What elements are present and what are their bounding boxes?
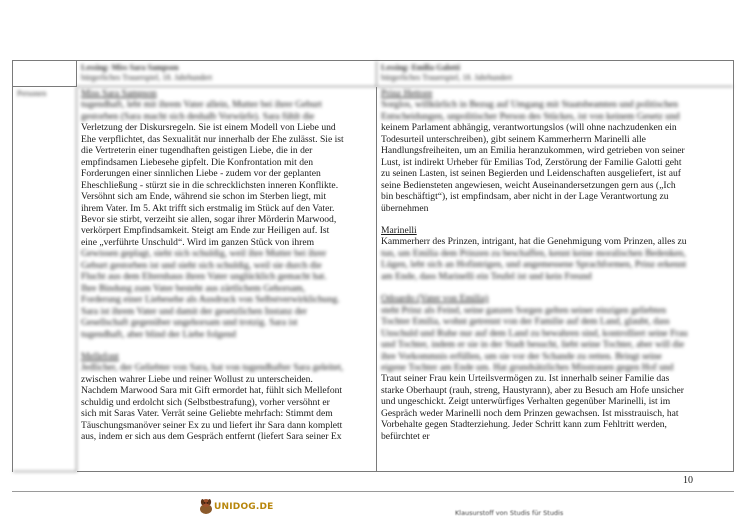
paragraph-line: Unschuld und Ruhe nur auf dem Land zu bewahren sind, kontrolliert seine Frau bbox=[381, 327, 688, 339]
row-label-text: Personen bbox=[17, 89, 47, 98]
dog-icon bbox=[198, 498, 214, 516]
paragraph-line: Lügen, lebt sich an Hofintrigen, und angemessene Sprachformen, Prinz erkennt bbox=[381, 259, 687, 271]
label-sara: Miss Sara Sampson bbox=[81, 88, 157, 99]
paragraph-line: Traut seiner Frau kein Urteilsvermögen zu. Ist innerhalb seiner Familie das bbox=[381, 373, 670, 385]
paragraph-line: Vorbehalte gegen Stadterziehung. Jeder Schritt kann zum Fehltritt werden, bbox=[381, 419, 667, 431]
paragraph-line: übernehmen bbox=[381, 202, 429, 214]
paragraph-line: und Tochter, indem er sie in der Stadt besucht, liebt seine Tochter, aber will die bbox=[381, 339, 685, 351]
paragraph-line: tugendhaft, aber blind der Liebe folgend bbox=[81, 328, 237, 340]
paragraph-line: Gespräch weder Marinelli noch dem Prinzen gewachsen. Ist misstrauisch, hat bbox=[381, 407, 679, 419]
paragraph-line: eigene Tochter am Ende um. Hat grundsätzliches Misstrauen gegen Hof und bbox=[381, 361, 674, 373]
paragraph-line: bin beschäftigt“), ist empfindsam, aber nicht in der Lage Verantwortung zu bbox=[381, 191, 669, 203]
paragraph-line: Täuschungsmanöver seiner Ex zu und liefert ihr Sara dann komplett bbox=[81, 419, 343, 431]
paragraph-line: keinem Parlament abhängig, verantwortungslos (will ohne nachzudenken ein bbox=[381, 122, 677, 134]
paragraph-line: schuldig und erdolcht sich (Selbstbestrafung), vorher versöhnt er bbox=[81, 396, 330, 408]
paragraph-line: die Vertreterin einer tugendhaften geistigen Liebe, die in der bbox=[81, 145, 313, 157]
paragraph-line: Todesurteil unterschreiben), gibt seinem Kammerherrn Marinelli alle bbox=[381, 133, 646, 145]
header-right-title: Lessing: Emilia Galotti bbox=[381, 63, 461, 72]
paragraph-line: aus, indem er sich aus dem Gespräch entfernt (liefert Sara seiner Ex bbox=[81, 431, 342, 443]
paragraph-line: gestorben (Sara macht sich deshalb Vorwürfe). Sara fühlt die bbox=[81, 110, 315, 122]
paragraph-line: Sara ist ihrem Vater und damit der gesetzlichen Instanz der bbox=[81, 305, 307, 317]
paragraph-line: Flucht aus dem Elternhaus ihren Vater unglücklich gemacht hat. bbox=[81, 271, 327, 283]
row-label bbox=[13, 87, 77, 472]
header-right bbox=[377, 61, 733, 87]
paragraph-line: empfindsamen Liebesehe gipfelt. Die Konfrontation mit den bbox=[81, 156, 314, 168]
header-empty-cell bbox=[13, 61, 77, 87]
paragraph-line: ihre Vorkommnis erfüllen, um sie vor der Schande zu retten. Bringt seine bbox=[381, 350, 662, 362]
paragraph-line: Forderung einer Liebesehe als Ausdruck von Selbstverwirklichung. bbox=[81, 294, 340, 306]
paragraph-line: starke Oberhaupt (rauh, streng, Haustyrann), aber zu Besuch am Hofe unsicher bbox=[381, 384, 684, 396]
paragraph-line: Geburt gestorben ist und sieht sich schuldig, weil sie durch die bbox=[81, 259, 322, 271]
label-marinelli: Marinelli bbox=[381, 224, 417, 236]
paragraph-line: Gewissen geplagt, sieht sich schuldig, weil ihre Mutter bei ihrer bbox=[81, 248, 327, 260]
paragraph-line: tugendhaft, lebt mit ihrem Vater allein, Mutter bei ihrer Geburt bbox=[81, 99, 322, 111]
paragraph-line: Versöhnt sich am Ende, während sie schon im Sterben liegt, mit bbox=[81, 191, 327, 203]
paragraph-line: Handlungsfreiheiten, um an Emilia heranzukommen, wird getrieben von seiner bbox=[381, 145, 685, 157]
paragraph-line: Ehe verpflichtet, das Sexualität nur innerhalb der Ehe zulässt. Sie ist bbox=[81, 133, 344, 145]
paragraph-line: Sorglos, willkürlich in Bezug auf Umgang mit Staatsbeamten und politischen bbox=[381, 99, 679, 111]
footer-credit: Klausurstoff von Studis für Studis bbox=[455, 509, 564, 517]
header-right-subtitle: bürgerliches Trauerspiel, 18. Jahrhundert bbox=[381, 73, 513, 82]
paragraph-line: eine „verführte Unschuld“. Wird im ganzen Stück von ihrem bbox=[81, 236, 315, 248]
paragraph-line: Forderungen einer sinnlichen Liebe - zudem vor der geplanten bbox=[81, 168, 321, 180]
left-column bbox=[77, 87, 377, 472]
paragraph-line: Ihre Bindung zum Vater besteht aus zärtlichem Gehorsam, bbox=[81, 282, 306, 294]
right-column bbox=[377, 87, 733, 472]
paragraph-line: verkörpert Empfindsamkeit. Steigt am Ende zur Heiligen auf. Ist bbox=[81, 225, 330, 237]
paragraph-line: Jedlicher, der Geliebter von Sara, hat von tugendhafter Sara geleitet, bbox=[81, 362, 344, 374]
paragraph-line: Entscheidungen, unpolitischer Person des Stückes, ist von keinem Gesetz und bbox=[381, 110, 680, 122]
comparison-table bbox=[12, 60, 734, 472]
paragraph-line: Lust, ist indirekt Urheber für Emilias Tod, Zerstörung der Familie Galotti geht bbox=[381, 156, 682, 168]
paragraph-line: seine Bediensteten angewiesen, weicht Auseinandersetzungen gern aus („Ich bbox=[381, 179, 676, 191]
paragraph-line: Gesellschaft gegenüber ungehorsam und trotzig. Sara ist bbox=[81, 317, 298, 329]
paragraph-line: und ungeschickt. Zeigt unterwürfiges Verhalten gegenüber Marinelli, ist im bbox=[381, 396, 671, 408]
paragraph-line: tun, um Emilia dem Prinzen zu beschaffen, kennt keine moralischen Bedenken, bbox=[381, 247, 686, 259]
paragraph-line: Bevor sie stirbt, verzeiht sie allen, sogar ihrer Mörderin Marwood, bbox=[81, 213, 337, 225]
paragraph-line: Nachdem Marwood Sara mit Gift ermordet hat, fühlt sich Mellefont bbox=[81, 385, 343, 397]
page-number: 10 bbox=[683, 475, 693, 486]
paragraph-line: steht Prinz als Feind, seine ganzen Sorgen gelten seiner einzigen geliebten bbox=[381, 304, 667, 316]
logo-text: UNIDOG.DE bbox=[214, 502, 274, 512]
paragraph-line: ihrem Vater. Im 5. Akt trifft sich erstmalig im Stück auf den Vater. bbox=[81, 202, 335, 214]
label-mellefont: Mellefont bbox=[81, 350, 119, 362]
footer-rule bbox=[12, 491, 734, 492]
label-prinz: Prinz Hettore bbox=[381, 88, 433, 99]
paragraph-line: sich mit Saras Vater. Verrät seine Geliebte mehrfach: Stimmt dem bbox=[81, 408, 333, 420]
paragraph-line: zu seinen Lasten, ist seinen Begierden und Leidenschaften ausgeliefert, ist auf bbox=[381, 168, 681, 180]
paragraph-line: Verletzung der Diskursregeln. Sie ist einem Modell von Liebe und bbox=[81, 122, 336, 134]
unidog-logo bbox=[198, 496, 274, 518]
paragraph-line: am Ende, dass Marinelli ein Teufel ist und kein Freund bbox=[381, 270, 592, 282]
header-left-subtitle: bürgerliches Trauerspiel, 18. Jahrhundert bbox=[81, 73, 213, 82]
paragraph-line: Tochter Emilia, wohnt getrennt von der Familie auf dem Land, glaubt, dass bbox=[381, 316, 670, 328]
header-left bbox=[77, 61, 377, 87]
label-odoardo: Odoardo (Vater von Emilia) bbox=[381, 293, 489, 305]
paragraph-line: Eheschließung - stürzt sie in die schrecklichsten inneren Konflikte. bbox=[81, 179, 339, 191]
paragraph-line: befürchtet er bbox=[381, 430, 430, 442]
paragraph-line: zwischen wahrer Liebe und reiner Wollust zu unterscheiden. bbox=[81, 373, 313, 385]
paragraph-line: Kammerherr des Prinzen, intrigant, hat die Genehmigung vom Prinzen, alles zu bbox=[381, 236, 687, 248]
header-left-title: Lessing: Miss Sara Sampson bbox=[81, 63, 179, 72]
